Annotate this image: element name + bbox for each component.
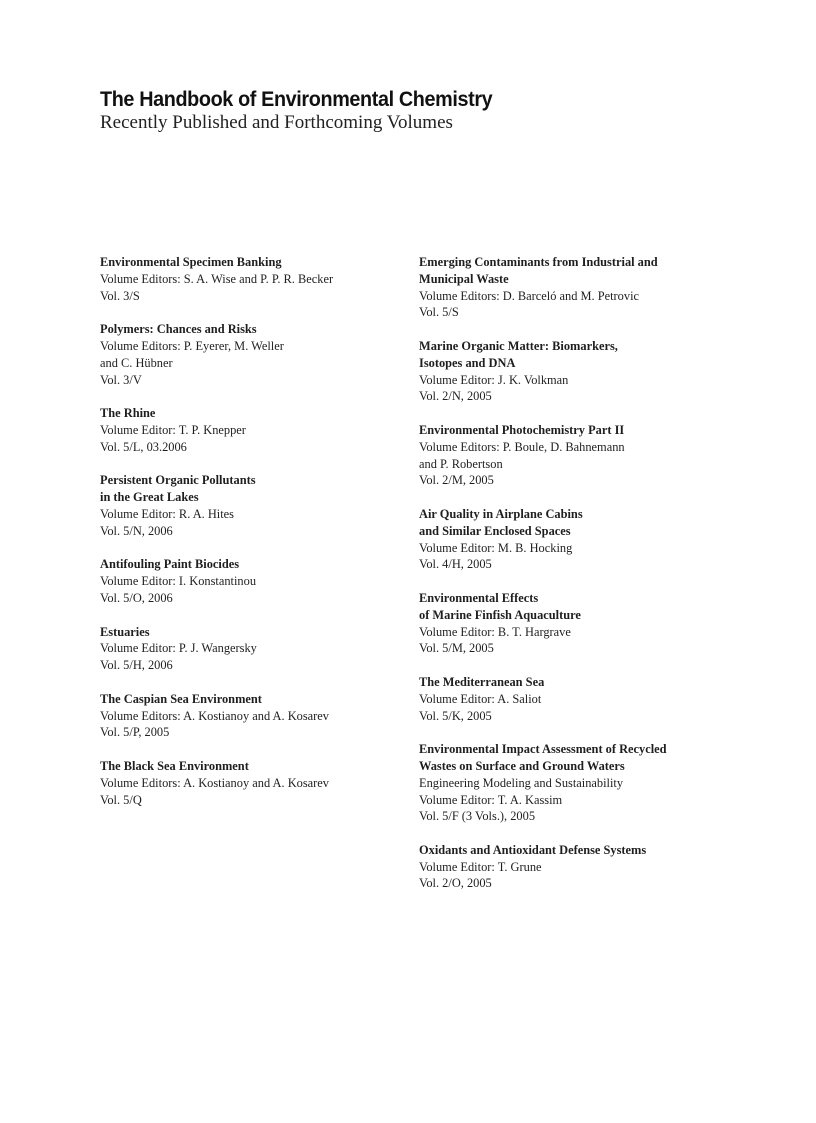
volume-detail-line: Engineering Modeling and Sustainability xyxy=(419,775,624,790)
page-header xyxy=(100,86,526,134)
volume-title-line: Antifouling Paint Biocides xyxy=(100,557,240,572)
volume-detail-line: Volume Editor: I. Konstantinou xyxy=(100,574,257,589)
volume-entry xyxy=(419,590,719,657)
volume-entry xyxy=(419,674,719,724)
volume-detail-line: Vol. 5/N, 2006 xyxy=(100,523,173,538)
right-column xyxy=(419,254,719,909)
volume-title-line: The Black Sea Environment xyxy=(100,758,249,773)
volume-detail-line: Volume Editor: R. A. Hites xyxy=(100,506,235,521)
volume-detail-line: Vol. 5/O, 2006 xyxy=(100,590,173,605)
volume-title-line: Air Quality in Airplane Cabins xyxy=(419,506,583,521)
volume-detail-line: Vol. 5/S xyxy=(419,305,459,320)
volume-entry xyxy=(100,321,400,388)
volume-detail-line: Vol. 5/M, 2005 xyxy=(419,641,494,656)
volume-entry xyxy=(100,556,400,606)
volume-title-line: Environmental Effects xyxy=(419,590,539,605)
volume-detail-line: Vol. 3/S xyxy=(100,288,140,303)
volume-title-line: Marine Organic Matter: Biomarkers, xyxy=(419,338,618,353)
volume-title-line: Persistent Organic Pollutants xyxy=(100,473,256,488)
volume-entry xyxy=(100,472,400,539)
volume-detail-line: Vol. 5/K, 2005 xyxy=(419,708,492,723)
volume-detail-line: and P. Robertson xyxy=(419,456,503,471)
volume-entry xyxy=(100,758,400,808)
volume-detail-line: Volume Editor: T. A. Kassim xyxy=(419,792,563,807)
volume-title-line: in the Great Lakes xyxy=(100,490,199,505)
volume-entry xyxy=(419,741,719,825)
volume-title-line: Estuaries xyxy=(100,624,150,639)
volume-detail-line: Volume Editors: D. Barceló and M. Petrovic xyxy=(419,288,640,303)
volume-detail-line: Volume Editors: P. Boule, D. Bahnemann xyxy=(419,439,625,454)
volume-entry xyxy=(419,254,719,321)
volume-title-line: The Rhine xyxy=(100,406,156,421)
volume-title-line: Environmental Impact Assessment of Recycled xyxy=(419,742,667,757)
volume-detail-line: Volume Editors: P. Eyerer, M. Weller xyxy=(100,338,284,353)
volume-detail-line: Vol. 5/F (3 Vols.), 2005 xyxy=(419,809,536,824)
volume-entry xyxy=(100,624,400,674)
volume-title-line: The Mediterranean Sea xyxy=(419,674,545,689)
volume-title-line: Polymers: Chances and Risks xyxy=(100,322,257,337)
volume-detail-line: Vol. 5/L, 03.2006 xyxy=(100,439,187,454)
volume-detail-line: Vol. 2/M, 2005 xyxy=(419,473,494,488)
volume-detail-line: Vol. 3/V xyxy=(100,372,142,387)
volume-entry xyxy=(100,254,400,304)
volume-title-line: Environmental Photochemistry Part II xyxy=(419,422,625,437)
volume-detail-line: Vol. 4/H, 2005 xyxy=(419,557,492,572)
page-subtitle: Recently Published and Forthcoming Volumes xyxy=(100,112,453,133)
volume-entry xyxy=(419,506,719,573)
volume-detail-line: Vol. 2/O, 2005 xyxy=(419,876,492,891)
volume-title-line: Wastes on Surface and Ground Waters xyxy=(419,758,625,773)
volume-detail-line: and C. Hübner xyxy=(100,355,173,370)
volume-title-line: of Marine Finfish Aquaculture xyxy=(419,607,581,622)
page-title: The Handbook of Environmental Chemistry xyxy=(100,87,493,111)
volume-detail-line: Volume Editor: T. P. Knepper xyxy=(100,422,246,437)
volume-detail-line: Volume Editors: S. A. Wise and P. P. R. Becker xyxy=(100,271,334,286)
volume-title-line: Municipal Waste xyxy=(419,271,509,286)
volume-entry xyxy=(100,405,400,455)
volume-detail-line: Volume Editors: A. Kostianoy and A. Kosarev xyxy=(100,775,329,790)
volume-title-line: Oxidants and Antioxidant Defense Systems xyxy=(419,842,647,857)
volume-title-line: Environmental Specimen Banking xyxy=(100,255,282,269)
volume-detail-line: Volume Editor: B. T. Hargrave xyxy=(419,624,571,639)
volume-title-line: The Caspian Sea Environment xyxy=(100,691,262,706)
volume-detail-line: Vol. 5/H, 2006 xyxy=(100,658,173,673)
volume-entry xyxy=(419,422,719,489)
volume-entry xyxy=(419,338,719,405)
volume-entry xyxy=(100,691,400,741)
volume-detail-line: Volume Editors: A. Kostianoy and A. Kosarev xyxy=(100,708,329,723)
volume-detail-line: Vol. 2/N, 2005 xyxy=(419,389,492,404)
left-column xyxy=(100,254,400,825)
volume-entry xyxy=(419,842,719,892)
volume-detail-line: Vol. 5/Q xyxy=(100,792,142,807)
volume-detail-line: Volume Editor: P. J. Wangersky xyxy=(100,641,257,656)
volume-detail-line: Volume Editor: A. Saliot xyxy=(419,691,542,706)
volume-title-line: and Similar Enclosed Spaces xyxy=(419,523,571,538)
volume-title-line: Isotopes and DNA xyxy=(419,355,516,370)
volume-detail-line: Volume Editor: M. B. Hocking xyxy=(419,540,573,555)
volume-detail-line: Vol. 5/P, 2005 xyxy=(100,725,170,740)
volume-detail-line: Volume Editor: T. Grune xyxy=(419,859,542,874)
volume-title-line: Emerging Contaminants from Industrial and xyxy=(419,255,658,269)
volume-detail-line: Volume Editor: J. K. Volkman xyxy=(419,372,569,387)
